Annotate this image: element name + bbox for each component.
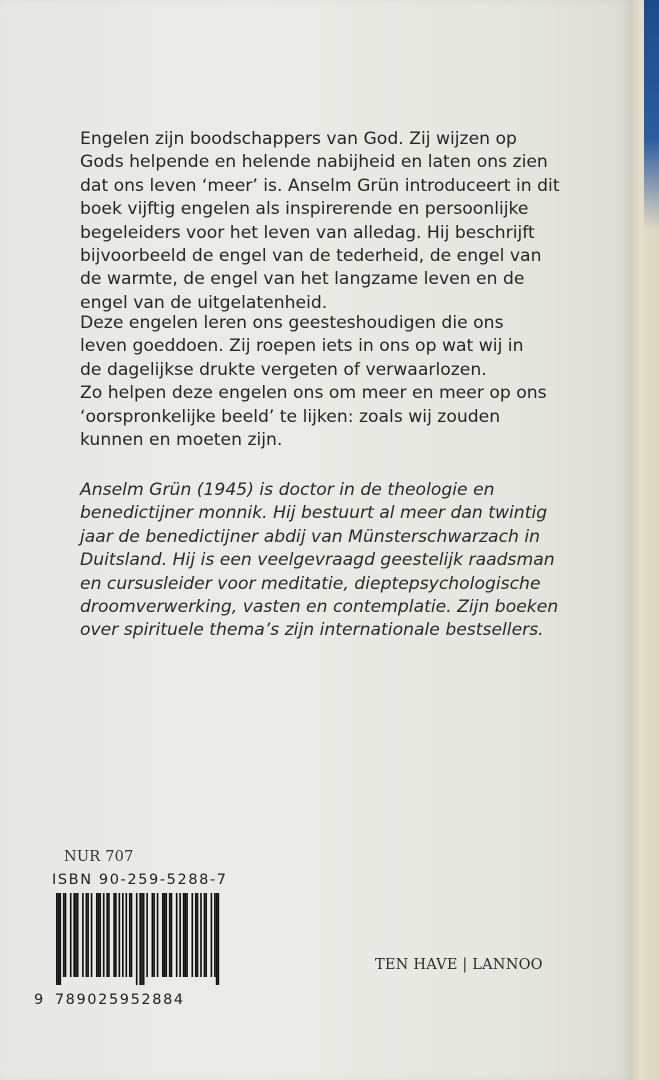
barcode-bar	[157, 893, 159, 977]
barcode-bar	[108, 893, 110, 977]
barcode-bar	[218, 893, 220, 985]
description-line: Gods helpende en helende nabijheid en laten ons zien	[80, 152, 548, 173]
paragraph-line: de dagelijkse drukte vergeten of verwaarlozen.	[80, 359, 487, 380]
barcode-bar	[63, 893, 65, 977]
barcode-bar	[56, 893, 58, 985]
barcode-bar	[65, 893, 67, 977]
barcode-first-digit: 9	[34, 992, 45, 1008]
bio-line: over spirituele thema’s zijn internationale bestsellers.	[80, 620, 544, 641]
barcode-bar	[91, 893, 93, 977]
barcode-bar	[103, 893, 105, 977]
barcode-bar	[143, 893, 145, 985]
barcode-bar	[205, 893, 207, 977]
isbn-number: ISBN 90-259-5288-7	[52, 872, 228, 888]
paragraph-line: kunnen en moeten zijn.	[80, 430, 283, 451]
barcode-bar	[73, 893, 75, 977]
barcode-bar	[164, 893, 166, 977]
barcode-bar	[186, 893, 188, 977]
barcode-bar	[197, 893, 199, 977]
barcode-bar	[204, 893, 206, 977]
barcode-bar	[191, 893, 193, 977]
author-bio	[80, 479, 559, 643]
paragraph-line: ‘oorspronkelijke beeld’ te lijken: zoals wij zouden	[80, 406, 501, 427]
barcode-bar	[70, 893, 72, 977]
barcode-bar	[98, 893, 100, 977]
barcode-bar	[139, 893, 141, 985]
description-line: Engelen zijn boodschappers van God. Zij wijzen op	[80, 129, 517, 149]
barcode-bar	[146, 893, 148, 977]
description-line: begeleiders voor het leven van alledag. Hij beschrijft	[80, 222, 535, 243]
barcode-digits: 789025952884	[54, 992, 185, 1008]
barcode-bar	[77, 893, 79, 977]
barcode-bar	[113, 893, 115, 977]
bio-line: benedictijner monnik. Hij bestuurt al meer dan twintig	[80, 503, 548, 524]
barcode-bar	[176, 893, 178, 977]
barcode-bar	[125, 893, 127, 977]
barcode-bar	[200, 893, 202, 977]
barcode-bar	[82, 893, 84, 977]
bio-line: en cursusleider voor meditatie, dieptepsychologische	[80, 573, 541, 594]
barcode-graphic	[56, 893, 221, 985]
barcode-bar	[131, 893, 133, 977]
barcode-bar	[185, 893, 187, 977]
barcode-bar	[214, 893, 216, 977]
barcode-bar	[152, 893, 154, 977]
barcode-bar	[141, 893, 143, 985]
barcode-bar	[58, 893, 60, 985]
barcode-bar	[119, 893, 121, 977]
barcode-bar	[129, 893, 131, 977]
description-line: dat ons leven ‘meer’ is. Anselm Grün introduceert in dit	[80, 175, 560, 196]
barcode-bar	[122, 893, 124, 977]
description-line: bijvoorbeeld de engel van de tederheid, de engel van	[80, 246, 542, 267]
barcode-bar	[106, 893, 108, 977]
barcode-bar	[86, 893, 88, 977]
barcode-bar	[75, 893, 77, 977]
barcode-bar	[87, 893, 89, 977]
barcode-bar	[179, 893, 181, 977]
barcode-bar	[99, 893, 101, 977]
bio-line: jaar de benedictijner abdij van Münsterschwarzach in	[80, 526, 541, 547]
barcode-bar	[115, 893, 117, 977]
barcode-bar	[96, 893, 98, 977]
blue-edge-strip	[644, 0, 659, 230]
description-paragraph	[80, 128, 560, 315]
barcode-bar	[195, 893, 197, 977]
paragraph-line: Deze engelen leren ons geesteshoudigen die ons	[80, 313, 504, 333]
barcode-bar	[216, 893, 218, 985]
second-paragraph	[80, 312, 550, 452]
barcode-bar	[183, 893, 185, 977]
paragraph-line: leven goeddoen. Zij roepen iets in ons op wat wij in	[80, 336, 524, 357]
bio-line: Duitsland. Hij is een veelgevraagd geestelijk raadsman	[80, 550, 555, 571]
nur-code: NUR 707	[64, 849, 134, 865]
description-line: de warmte, de engel van het langzame leven en de	[80, 269, 525, 290]
bio-line: droomverwerking, vasten en contemplatie. Zijn boeken	[80, 597, 559, 618]
barcode-bar	[153, 893, 155, 977]
barcode-bar	[171, 893, 173, 977]
barcode-bar	[165, 893, 167, 977]
barcode-number	[34, 992, 185, 1008]
barcode-bar	[59, 893, 61, 985]
description-line: boek vijftig engelen als inspirerende en persoonlijke	[80, 199, 529, 220]
barcode-bar	[211, 893, 213, 977]
publisher-imprint: TEN HAVE | LANNOO	[375, 957, 543, 973]
bio-line: Anselm Grün (1945) is doctor in de theologie en	[80, 480, 495, 500]
barcode-bar	[136, 893, 138, 985]
paragraph-line: Zo helpen deze engelen ons om meer en meer op ons	[80, 383, 547, 404]
description-line: engel van de uitgelatenheid.	[80, 292, 328, 313]
barcode-bar	[162, 893, 164, 977]
barcode-bar	[169, 893, 171, 977]
